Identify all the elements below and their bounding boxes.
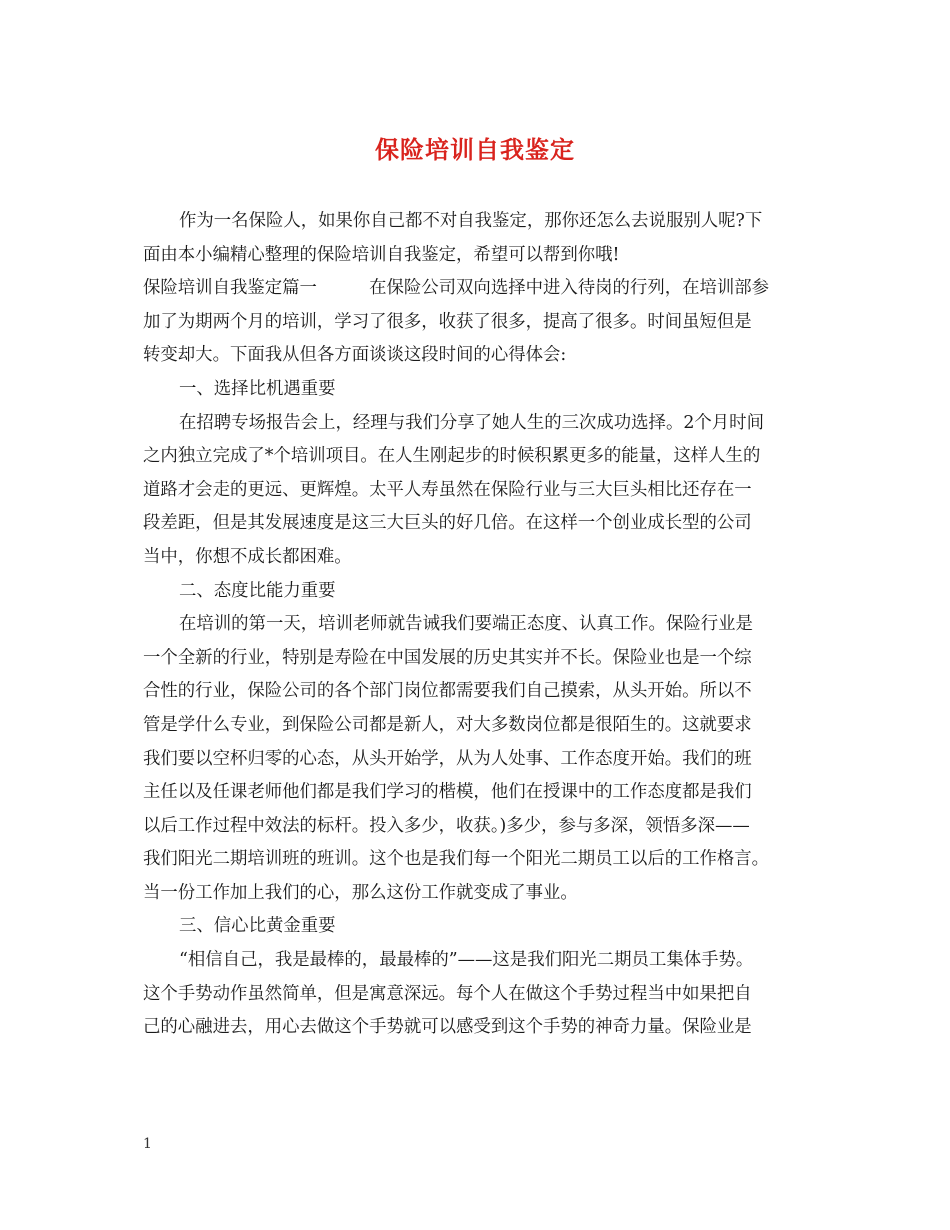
body-line: 段差距，但是其发展速度是这三大巨头的好几倍。在这样一个创业成长型的公司 — [143, 513, 752, 534]
page-number: 1 — [143, 1136, 152, 1152]
body-line: 以后工作过程中效法的标杆。投入多少，收获。)多少，参与多深，领悟多深—— — [143, 815, 750, 836]
body-line: 当中，你想不成长都困难。 — [143, 546, 352, 567]
body-line: 一个全新的行业，特别是寿险在中国发展的历史其实并不长。保险业也是一个综 — [143, 647, 752, 668]
body-line: 主任以及任课老师他们都是我们学习的楷模，他们在授课中的工作态度都是我们 — [143, 782, 752, 803]
body-line: 加了为期两个月的培训，学习了很多，收获了很多，提高了很多。时间虽短但是 — [143, 311, 752, 332]
body-line: 之内独立完成了*个培训项目。在人生刚起步的时候积累更多的能量，这样人生的 — [143, 446, 761, 467]
body-line: 己的心融进去，用心去做这个手势就可以感受到这个手势的神奇力量。保险业是 — [143, 1017, 752, 1038]
body-line: 一、选择比机遇重要 — [179, 378, 336, 399]
document-body — [143, 205, 813, 1045]
body-line: 我们阳光二期培训班的班训。这个也是我们每一个阳光二期员工以后的工作格言。 — [143, 849, 770, 870]
body-line: 保险培训自我鉴定篇一 在保险公司双向选择中进入待岗的行列，在培训部参 — [143, 278, 770, 299]
body-line: 二、态度比能力重要 — [179, 580, 336, 601]
body-line: 三、信心比黄金重要 — [179, 916, 336, 937]
body-line: 当一份工作加上我们的心，那么这份工作就变成了事业。 — [143, 882, 578, 903]
body-line: 我们要以空杯归零的心态，从头开始学，从为人处事、工作态度开始。我们的班 — [143, 748, 752, 769]
body-line: 这个手势动作虽然简单，但是寓意深远。每个人在做这个手势过程当中如果把自 — [143, 983, 752, 1004]
body-line: 管是学什么专业，到保险公司都是新人，对大多数岗位都是很陌生的。这就要求 — [143, 714, 752, 735]
body-line: 面由本小编精心整理的保险培训自我鉴定，希望可以帮到你哦! — [143, 244, 620, 265]
body-line: 道路才会走的更远、更辉煌。太平人寿虽然在保险行业与三大巨头相比还存在一 — [143, 479, 752, 500]
body-line: 在招聘专场报告会上，经理与我们分享了她人生的三次成功选择。2个月时间 — [179, 412, 764, 433]
body-line: “相信自己，我是最棒的，最最棒的”——这是我们阳光二期员工集体手势。 — [179, 950, 754, 971]
body-line: 合性的行业，保险公司的各个部门岗位都需要我们自己摸索，从头开始。所以不 — [143, 681, 752, 702]
body-line: 在培训的第一天，培训老师就告诫我们要端正态度、认真工作。保险行业是 — [179, 614, 753, 635]
body-line: 作为一名保险人，如果你自己都不对自我鉴定，那你还怎么去说服别人呢?下 — [179, 211, 763, 231]
document-title: 保险培训自我鉴定 — [375, 135, 575, 164]
body-line: 转变却大。下面我从但各方面谈谈这段时间的心得体会: — [143, 345, 567, 366]
